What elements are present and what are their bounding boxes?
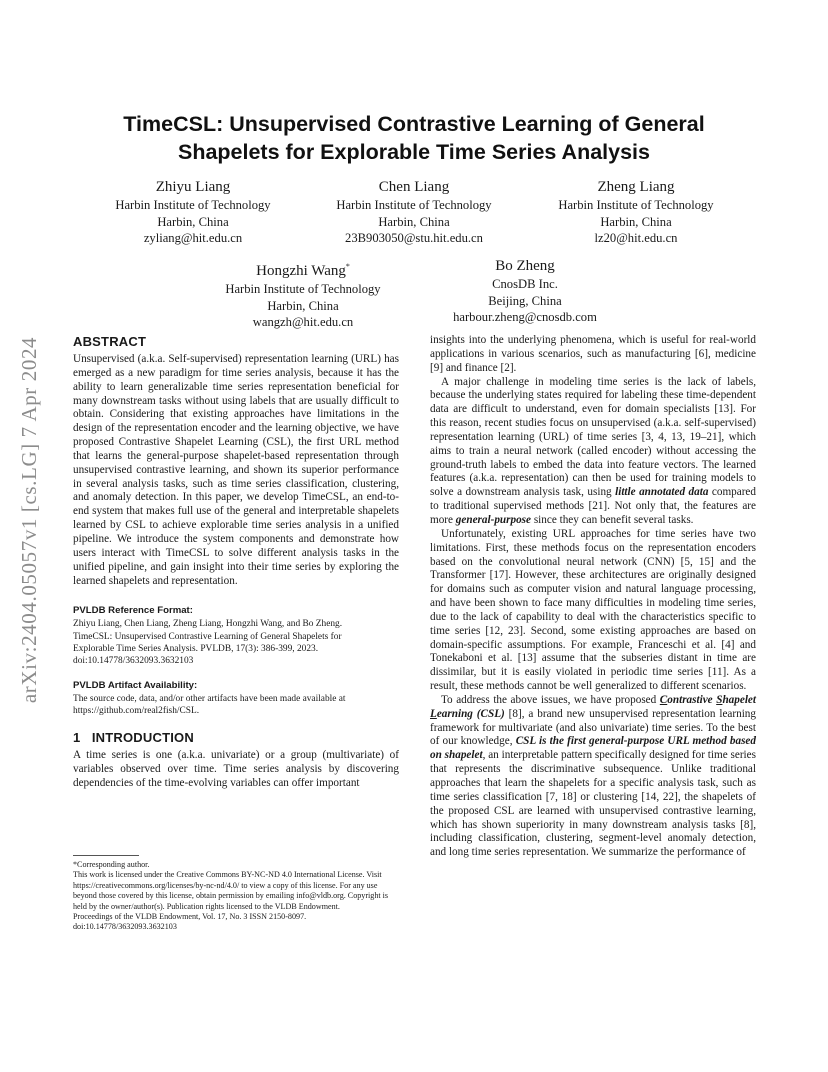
author-email: harbour.zheng@cnosdb.com	[453, 310, 597, 324]
author-block-5	[420, 257, 630, 326]
introduction-heading: 1 INTRODUCTION	[73, 730, 194, 746]
abstract-text: Unsupervised (a.k.a. Self-supervised) representation learning (URL) has emerged as a new paradigm for time series analysis, because it has the ability to learn generalizable time series representation beneficial for many downstream tasks without using labels that are usually difficult to obtain. Considering that existing approaches have limitations in the design of the representation encoder and the learning objective, we have proposed Contrastive Shapelet Learning (CSL), the first URL method that learns the general-purpose shapelet-based representation through unsupervised contrastive learning, and shown its superior performance in several analysis tasks, such as time series classification, clustering, and anomaly detection. In this paper, we develop TimeCSL, an end-to-end system that makes full use of the general and interpretable shapelets learned by CSL to achieve explorable time series analysis in a unified pipeline. We introduce the system components and demonstrate how users interact with TimeCSL to solve different analysis tasks in the unified pipeline, and gain insight into their time series by exploring the learned shapelets and representation.	[73, 353, 399, 587]
author-name: Bo Zheng	[495, 258, 555, 274]
abstract-heading: ABSTRACT	[73, 334, 147, 349]
author-location: Harbin, China	[267, 298, 339, 313]
author-location: Beijing, China	[488, 293, 562, 308]
body-paragraph: insights into the underlying phenomena, which is useful for real-world applications in various scenarios, such as manufacturing [6], medicine [9] and finance [2].	[430, 334, 756, 374]
reference-format-text: Zhiyu Liang, Chen Liang, Zheng Liang, Hongzhi Wang, and Bo Zheng. TimeCSL: Unsupervised Contrastive Learning of General Shapelets for Explorable Time Series Analysis. PVLDB, 17(3): 386-399, 2023. doi:10.14778/3632093.3632103	[73, 619, 343, 667]
author-email: lz20@hit.edu.cn	[594, 231, 678, 245]
author-location: Harbin, China	[600, 214, 672, 229]
author-name: Zhiyu Liang	[155, 179, 231, 195]
emphasis: little annotated data	[615, 486, 709, 499]
author-name: Chen Liang	[378, 179, 450, 195]
author-location: Harbin, China	[157, 214, 229, 229]
title-line-2: Shapelets for Explorable Time Series Analysis	[177, 140, 650, 164]
author-block-2	[309, 178, 519, 247]
right-column	[430, 334, 756, 860]
author-email: wangzh@hit.edu.cn	[252, 315, 354, 329]
author-email: zyliang@hit.edu.cn	[143, 231, 243, 245]
artifact-heading: PVLDB Artifact Availability:	[73, 679, 198, 691]
paper-title	[90, 110, 738, 166]
footnote-corresponding: *Corresponding author.	[73, 860, 150, 869]
author-affiliation: CnosDB Inc.	[492, 277, 558, 291]
intro-paragraph: A time series is one (a.k.a. univariate) or a group (multivariate) of variables observed over time. Time series analysis by discovering dependencies of the time-evolving variables can offer important	[73, 749, 399, 789]
emphasis: CSL is the first general-purpose URL method based on shapelet	[430, 735, 756, 762]
emphasis: Contrastive Shapelet Learning (CSL)	[430, 693, 756, 720]
author-block-1	[88, 178, 298, 247]
emphasis: general-purpose	[455, 513, 532, 526]
author-location: Harbin, China	[378, 214, 450, 229]
reference-format-heading: PVLDB Reference Format:	[73, 605, 193, 617]
author-affiliation: Harbin Institute of Technology	[558, 198, 714, 212]
title-line-1: TimeCSL: Unsupervised Contrastive Learning of General	[123, 112, 705, 136]
author-affiliation: Harbin Institute of Technology	[115, 198, 271, 212]
footnote-license: This work is licensed under the Creative Commons BY-NC-ND 4.0 International License. Visit https://creativecommons.org/licenses/by-nc-nd/4.0/ to view a copy of this license. For any use beyond those covered by this license, obtain permission by emailing info@vldb.org. Copyright is held by the owner/author(s). Publication rights licensed to the VLDB Endowment.	[73, 870, 389, 911]
footnote-proceedings: Proceedings of the VLDB Endowment, Vol. 17, No. 3 ISSN 2150-8097.	[73, 912, 307, 922]
body-paragraph: A major challenge in modeling time series is the lack of labels, because the underlying states required for labeling these time-dependent data are difficult to understand, even for domain specialists [13]. For this reason, recent studies focus on unsupervised (a.k.a. self-supervised) representation learning (URL) of time series [3, 4, 13, 19–21], which aims to train a neural network (called encoder) without accessing the ground-truth labels to embed the data into feature vectors. The learned features (a.k.a. representation) can then be used for training models to solve a downstream analysis task, using little annotated data compared to traditional supervised methods [21]. Not only that, the features are more general-purpose since they can benefit several tasks.	[430, 375, 756, 526]
arxiv-identifier: arXiv:2404.05057v1 [cs.LG] 7 Apr 2024	[17, 336, 41, 704]
author-name: Hongzhi Wang*	[256, 262, 350, 279]
corresponding-mark: *	[345, 262, 350, 271]
body-paragraph: Unfortunately, existing URL approaches for time series have two limitations. First, these methods focus on the representation encoders based on the convolutional neural network (CNN) [5, 15] and the Transformer [17]. However, these architectures are originally designed for domains such as computer vision and natural language processing, and have been shown to face many difficulties in modeling time series, due to the lack of capability to deal with the characteristics specific to time series [12, 23]. Second, some existing approaches are based on domain-specific assumptions. For example, Franceschi et al. [4] and Tonekaboni et al. [13] assume that the subseries distant in time are dissimilar, but it is easily violated in periodic time series [11]. As a result, these methods cannot be well generalized to different scenarios.	[430, 527, 756, 693]
author-block-3	[531, 178, 741, 247]
footnote-doi: doi:10.14778/3632093.3632103	[73, 922, 177, 932]
author-affiliation: Harbin Institute of Technology	[225, 282, 381, 296]
body-paragraph: To address the above issues, we have proposed Contrastive Shapelet Learning (CSL) [8], a brand new unsupervised representation learning framework for multivariate (and also univariate) time series. To the best of our knowledge, CSL is the first general-purpose URL method based on shapelet, an interpretable pattern specifically designed for time series that represents the discriminative subsequence. Unlike traditional approaches that learn the shapelets for a specific analysis task, such as time series classification [7, 18] or clustering [14, 22], the shapelets of the proposed CSL are learned with unsupervised contrastive learning, which has shown superiority in many downstream analysis tasks [8], including classification, clustering, segment-level anomaly detection, and long time series representation. We summarize the performance of	[430, 693, 756, 859]
footnotes	[73, 860, 403, 933]
footnote-rule	[73, 855, 139, 856]
artifact-text: The source code, data, and/or other artifacts have been made available at https://github.com/real2fish/CSL.	[73, 693, 346, 716]
author-email: 23B903050@stu.hit.edu.cn	[345, 231, 483, 245]
author-name: Zheng Liang	[597, 179, 675, 195]
left-column	[73, 334, 399, 791]
author-block-4	[198, 257, 408, 331]
author-affiliation: Harbin Institute of Technology	[336, 198, 492, 212]
